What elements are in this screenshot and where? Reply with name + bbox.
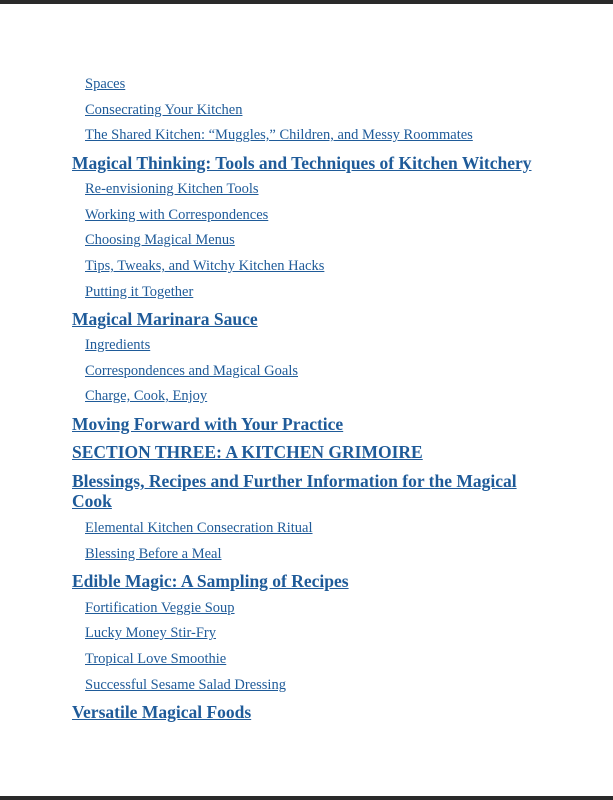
page-bottom-border [0,796,613,800]
toc-link-ingredients[interactable]: Ingredients [85,337,151,353]
toc-link-charge-cook-enjoy[interactable]: Charge, Cook, Enjoy [85,388,208,404]
toc-link-magical-thinking[interactable]: Magical Thinking: Tools and Techniques of Kitchen Witchery [72,153,532,173]
toc-link-fortification-veggie-soup[interactable]: Fortification Veggie Soup [85,600,235,616]
toc-link-correspondences-magical-goals[interactable]: Correspondences and Magical Goals [85,363,299,379]
toc-link-re-envisioning-kitchen-tools[interactable]: Re-envisioning Kitchen Tools [85,181,259,197]
toc-link-moving-forward[interactable]: Moving Forward with Your Practice [72,414,344,434]
toc-link-consecrating-your-kitchen[interactable]: Consecrating Your Kitchen [85,102,243,118]
toc-link-sesame-salad-dressing[interactable]: Successful Sesame Salad Dressing [85,677,286,693]
toc-link-spaces[interactable]: Spaces [85,76,126,92]
toc-link-tropical-love-smoothie[interactable]: Tropical Love Smoothie [85,651,227,667]
toc-link-magical-marinara-sauce[interactable]: Magical Marinara Sauce [72,309,258,329]
toc-link-working-with-correspondences[interactable]: Working with Correspondences [85,207,269,223]
toc-link-section-three[interactable]: SECTION THREE: A KITCHEN GRIMOIRE [72,442,423,462]
toc-link-blessings-recipes[interactable]: Blessings, Recipes and Further Information for the Magical Cook [72,471,517,511]
toc-link-choosing-magical-menus[interactable]: Choosing Magical Menus [85,232,235,248]
toc-link-shared-kitchen[interactable]: The Shared Kitchen: “Muggles,” Children, and Messy Roommates [85,127,473,143]
toc-link-edible-magic[interactable]: Edible Magic: A Sampling of Recipes [72,571,349,591]
toc-link-versatile-magical-foods[interactable]: Versatile Magical Foods [72,702,252,722]
toc-link-tips-tweaks-hacks[interactable]: Tips, Tweaks, and Witchy Kitchen Hacks [85,258,325,274]
toc-link-elemental-consecration-ritual[interactable]: Elemental Kitchen Consecration Ritual [85,520,313,536]
toc-link-lucky-money-stir-fry[interactable]: Lucky Money Stir-Fry [85,625,217,641]
toc-link-putting-it-together[interactable]: Putting it Together [85,284,194,300]
toc-link-blessing-before-meal[interactable]: Blessing Before a Meal [85,546,222,562]
